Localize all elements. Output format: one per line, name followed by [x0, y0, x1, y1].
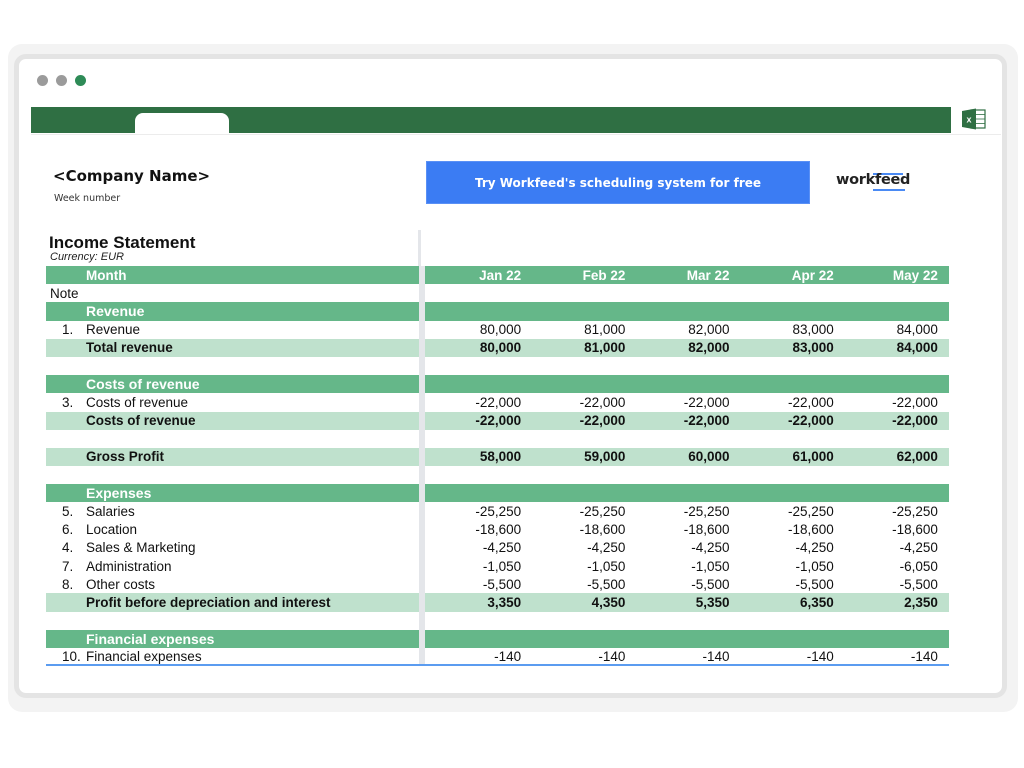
row-label[interactable]: Costs of revenue [86, 413, 196, 429]
value-cell[interactable]: 2,350 [904, 594, 938, 610]
value-cell[interactable]: -25,250 [787, 504, 834, 520]
month-header: Jan 22 [479, 267, 522, 283]
note-number[interactable]: 5. [62, 504, 74, 520]
currency-label: Currency: EUR [50, 251, 124, 263]
maximize-button[interactable] [75, 75, 86, 86]
value-cell[interactable]: 59,000 [584, 449, 626, 465]
note-label: Note [50, 285, 79, 301]
note-number[interactable]: 10. [62, 648, 81, 664]
frozen-pane-divider [418, 230, 421, 266]
pane-divider [419, 375, 425, 393]
ribbon-divider [31, 134, 1001, 135]
value-cell[interactable]: 3,350 [487, 594, 522, 610]
value-cell[interactable]: 81,000 [584, 340, 626, 356]
plain-row [46, 393, 949, 411]
value-cell[interactable]: -1,050 [795, 558, 834, 574]
row-label[interactable]: Revenue [86, 322, 141, 338]
blank-row [46, 430, 949, 448]
value-cell[interactable]: -18,600 [579, 522, 626, 538]
excel-icon [961, 107, 987, 131]
note-number[interactable]: 1. [62, 322, 74, 338]
row-label[interactable]: Other costs [86, 576, 156, 592]
pane-divider [419, 284, 425, 302]
value-cell[interactable]: -22,000 [579, 413, 626, 429]
note-number[interactable]: 4. [62, 540, 74, 556]
plain-row [46, 521, 949, 539]
pane-divider [419, 612, 425, 630]
value-cell[interactable]: -4,250 [795, 540, 834, 556]
value-cell[interactable]: -18,600 [892, 522, 938, 538]
week-number-label: Week number [54, 193, 121, 204]
blank-row [46, 466, 949, 484]
value-cell[interactable]: 84,000 [896, 340, 938, 356]
income-statement-table [46, 266, 949, 666]
value-cell[interactable]: -22,000 [683, 394, 730, 410]
row-label[interactable]: Expenses [86, 485, 152, 502]
value-cell[interactable]: -25,250 [683, 504, 730, 520]
logo-accent-bottom [873, 189, 905, 191]
plain-row [46, 502, 949, 520]
value-cell[interactable]: -25,250 [475, 504, 522, 520]
row-label[interactable]: Costs of revenue [86, 394, 189, 410]
value-cell[interactable]: -22,000 [683, 413, 730, 429]
value-cell[interactable]: -6,050 [899, 558, 938, 574]
section-row [46, 630, 949, 648]
plain-row [46, 557, 949, 575]
total-row [46, 339, 949, 357]
value-cell[interactable]: 81,000 [584, 322, 626, 338]
value-cell[interactable]: -1,050 [482, 558, 522, 574]
value-cell[interactable]: -1,050 [587, 558, 626, 574]
value-cell[interactable]: -1,050 [691, 558, 730, 574]
value-cell[interactable]: -22,000 [787, 413, 834, 429]
pane-divider [419, 302, 425, 320]
value-cell[interactable]: -140 [910, 648, 938, 664]
row-label[interactable]: Total revenue [86, 340, 173, 356]
plain-row [46, 321, 949, 339]
workfeed-logo[interactable]: workfeed [836, 172, 911, 188]
value-cell[interactable]: 80,000 [479, 340, 522, 356]
row-label[interactable]: Location [86, 522, 138, 538]
active-tab[interactable] [135, 113, 229, 135]
row-label[interactable]: Sales & Marketing [86, 540, 196, 556]
total-row [46, 448, 949, 466]
value-cell[interactable]: 83,000 [792, 340, 834, 356]
pane-divider [419, 357, 425, 375]
value-cell[interactable]: 61,000 [792, 449, 834, 465]
plain-row [46, 648, 949, 666]
total-row [46, 593, 949, 611]
pane-divider [419, 430, 425, 448]
value-cell[interactable]: 60,000 [688, 449, 730, 465]
value-cell[interactable]: -140 [494, 648, 522, 664]
app-window [14, 54, 1007, 698]
plain-row [46, 539, 949, 557]
section-row [46, 302, 949, 320]
value-cell[interactable]: 83,000 [792, 322, 834, 338]
value-cell[interactable]: -140 [702, 648, 730, 664]
note-row [46, 284, 949, 302]
value-cell[interactable]: -140 [598, 648, 626, 664]
blank-row [46, 612, 949, 630]
section-row [46, 484, 949, 502]
month-header-row [46, 266, 949, 284]
note-number[interactable]: 3. [62, 394, 74, 410]
value-cell[interactable]: -4,250 [899, 540, 938, 556]
pane-divider [419, 466, 425, 484]
row-label[interactable]: Financial expenses [86, 648, 202, 664]
total-row [46, 412, 949, 430]
value-cell[interactable]: -18,600 [683, 522, 730, 538]
value-cell[interactable]: 80,000 [479, 322, 522, 338]
value-cell[interactable]: -5,500 [482, 576, 522, 592]
month-header: May 22 [892, 267, 938, 283]
value-cell[interactable]: -5,500 [587, 576, 626, 592]
value-cell[interactable]: 82,000 [688, 322, 730, 338]
value-cell[interactable]: 84,000 [896, 322, 938, 338]
row-label[interactable]: Administration [86, 558, 172, 574]
ribbon-bar [31, 107, 951, 133]
value-cell[interactable]: -25,250 [892, 504, 938, 520]
value-cell[interactable]: -22,000 [475, 394, 522, 410]
value-cell[interactable]: -22,000 [787, 394, 834, 410]
value-cell[interactable]: 5,350 [695, 594, 730, 610]
statement-title: Income Statement [49, 233, 196, 252]
value-cell[interactable]: -25,250 [579, 504, 626, 520]
value-cell[interactable]: -22,000 [475, 413, 522, 429]
month-label: Month [86, 267, 127, 283]
note-number[interactable]: 6. [62, 522, 74, 538]
close-button[interactable] [37, 75, 48, 86]
pane-divider [419, 630, 425, 648]
row-label[interactable]: Financial expenses [86, 630, 215, 647]
section-row [46, 375, 949, 393]
value-cell[interactable]: -4,250 [691, 540, 730, 556]
traffic-lights [37, 75, 86, 86]
pane-divider [419, 484, 425, 502]
row-label[interactable]: Gross Profit [86, 449, 165, 465]
value-cell[interactable]: -5,500 [691, 576, 730, 592]
company-name: <Company Name> [53, 167, 211, 185]
value-cell[interactable]: -140 [806, 648, 834, 664]
note-number[interactable]: 7. [62, 558, 74, 574]
row-label[interactable]: Profit before depreciation and interest [86, 594, 331, 610]
value-cell[interactable]: -4,250 [482, 540, 522, 556]
value-cell[interactable]: -22,000 [892, 394, 938, 410]
try-workfeed-button[interactable]: Try Workfeed's scheduling system for free [426, 161, 810, 204]
value-cell[interactable]: 6,350 [799, 594, 834, 610]
value-cell[interactable]: 58,000 [479, 449, 522, 465]
month-header: Feb 22 [582, 267, 626, 283]
value-cell[interactable]: -4,250 [587, 540, 626, 556]
value-cell[interactable]: -22,000 [892, 413, 938, 429]
value-cell[interactable]: 4,350 [591, 594, 626, 610]
row-label[interactable]: Revenue [86, 303, 145, 320]
row-label[interactable]: Costs of revenue [86, 376, 200, 393]
value-cell[interactable]: 82,000 [688, 340, 730, 356]
svg-text:x: x [966, 114, 972, 125]
value-cell[interactable]: -22,000 [579, 394, 626, 410]
minimize-button[interactable] [56, 75, 67, 86]
value-cell[interactable]: -18,600 [787, 522, 834, 538]
month-header: Mar 22 [686, 267, 730, 283]
plain-row [46, 575, 949, 593]
note-number[interactable]: 8. [62, 576, 74, 592]
value-cell[interactable]: -5,500 [795, 576, 834, 592]
value-cell[interactable]: -5,500 [899, 576, 938, 592]
row-label[interactable]: Salaries [86, 504, 135, 520]
month-header: Apr 22 [791, 267, 834, 283]
value-cell[interactable]: 62,000 [896, 449, 938, 465]
value-cell[interactable]: -18,600 [475, 522, 522, 538]
blank-row [46, 357, 949, 375]
